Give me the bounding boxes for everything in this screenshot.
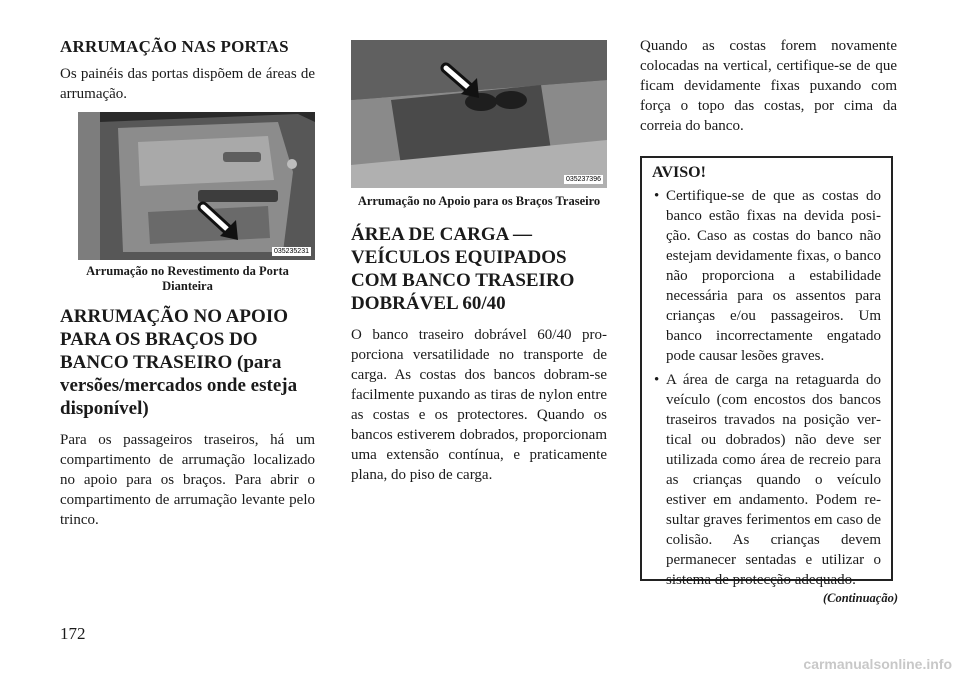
photo-code: 035237396 [565, 176, 601, 183]
heading-cargo-area: ÁREA DE CARGA — VEÍCULOS EQUIPADOS COM BANCO TRASEIRO DOBRÁVEL 60/40 [351, 224, 575, 314]
paragraph-armrest-storage: Para os passageiros traseiros, há um compartimento de arrumação localizado no apoio para os braços. Para abrir o compartimento de arrumação levante pelo trinco. [60, 432, 315, 528]
warning-item: • Certifique-se de que as costas do banco estão fixas na devida posição. Caso as costas do banco não estejam devidamente fixas, o banco não proporciona a estabilidade necessária para os assentos para crianças e/ou passageiros. Um banco incorrectamente engatado pode causar lesões graves. [652, 186, 881, 366]
heading-armrest-storage: ARRUMAÇÃO NO APOIO PARA OS BRAÇOS DO BANCO TRASEIRO (para versões/mercados onde esteja disponível) [60, 306, 298, 419]
continuation-note: (Continuação) [822, 591, 898, 605]
paragraph-seatback: Quando as costas forem novamente colocadas na vertical, certifique-se de que ficam devidamente fixas puxando com força o topo das costas, por cima da correia do banco. [640, 38, 897, 134]
door-panel-photo [78, 112, 315, 260]
armrest-photo [351, 40, 607, 188]
warning-title: AVISO! [652, 164, 706, 181]
caption-door-storage: Arrumação no Revestimento da Porta Dianteira [86, 264, 289, 293]
warning-list [652, 186, 881, 590]
warning-item: • A área de carga na retaguarda do veículo (com encostos dos bancos traseiros travados na posição vertical ou dobrados) não deve ser utilizada como área de recreio para as crianças quando o veículo estiver em andamento. Podem resultar graves ferimentos em caso de colisão. As crianças devem permanecer sentadas e utilizar o sistema de protecção adequado. [652, 370, 881, 590]
paragraph-door-storage: Os painéis das portas dispõem de áreas de arrumação. [60, 66, 315, 102]
door-panel-illustration [78, 112, 315, 260]
column-left [60, 36, 315, 530]
armrest-illustration [351, 40, 607, 188]
photo-code: 035235231 [273, 248, 309, 255]
column-middle [351, 40, 607, 485]
caption-armrest-storage: Arrumação no Apoio para os Braços Traseiro [357, 194, 601, 208]
column-right [640, 36, 897, 136]
warning-box [640, 156, 893, 588]
paragraph-cargo-area: O banco traseiro dobrável 60/40 proporciona versatilidade no transporte de carga. As costas dos bancos dobram-se facilmente puxando as tiras de nylon entre as costas e os protectores. Quando os bancos estiverem dobrados, proporcionam uma extensão contínua, e praticamente plana, do piso de carga. [351, 327, 607, 483]
watermark: carmanualsonline.info [803, 656, 952, 672]
page-number: 172 [60, 624, 86, 643]
heading-door-storage: ARRUMAÇÃO NAS PORTAS [60, 37, 289, 56]
